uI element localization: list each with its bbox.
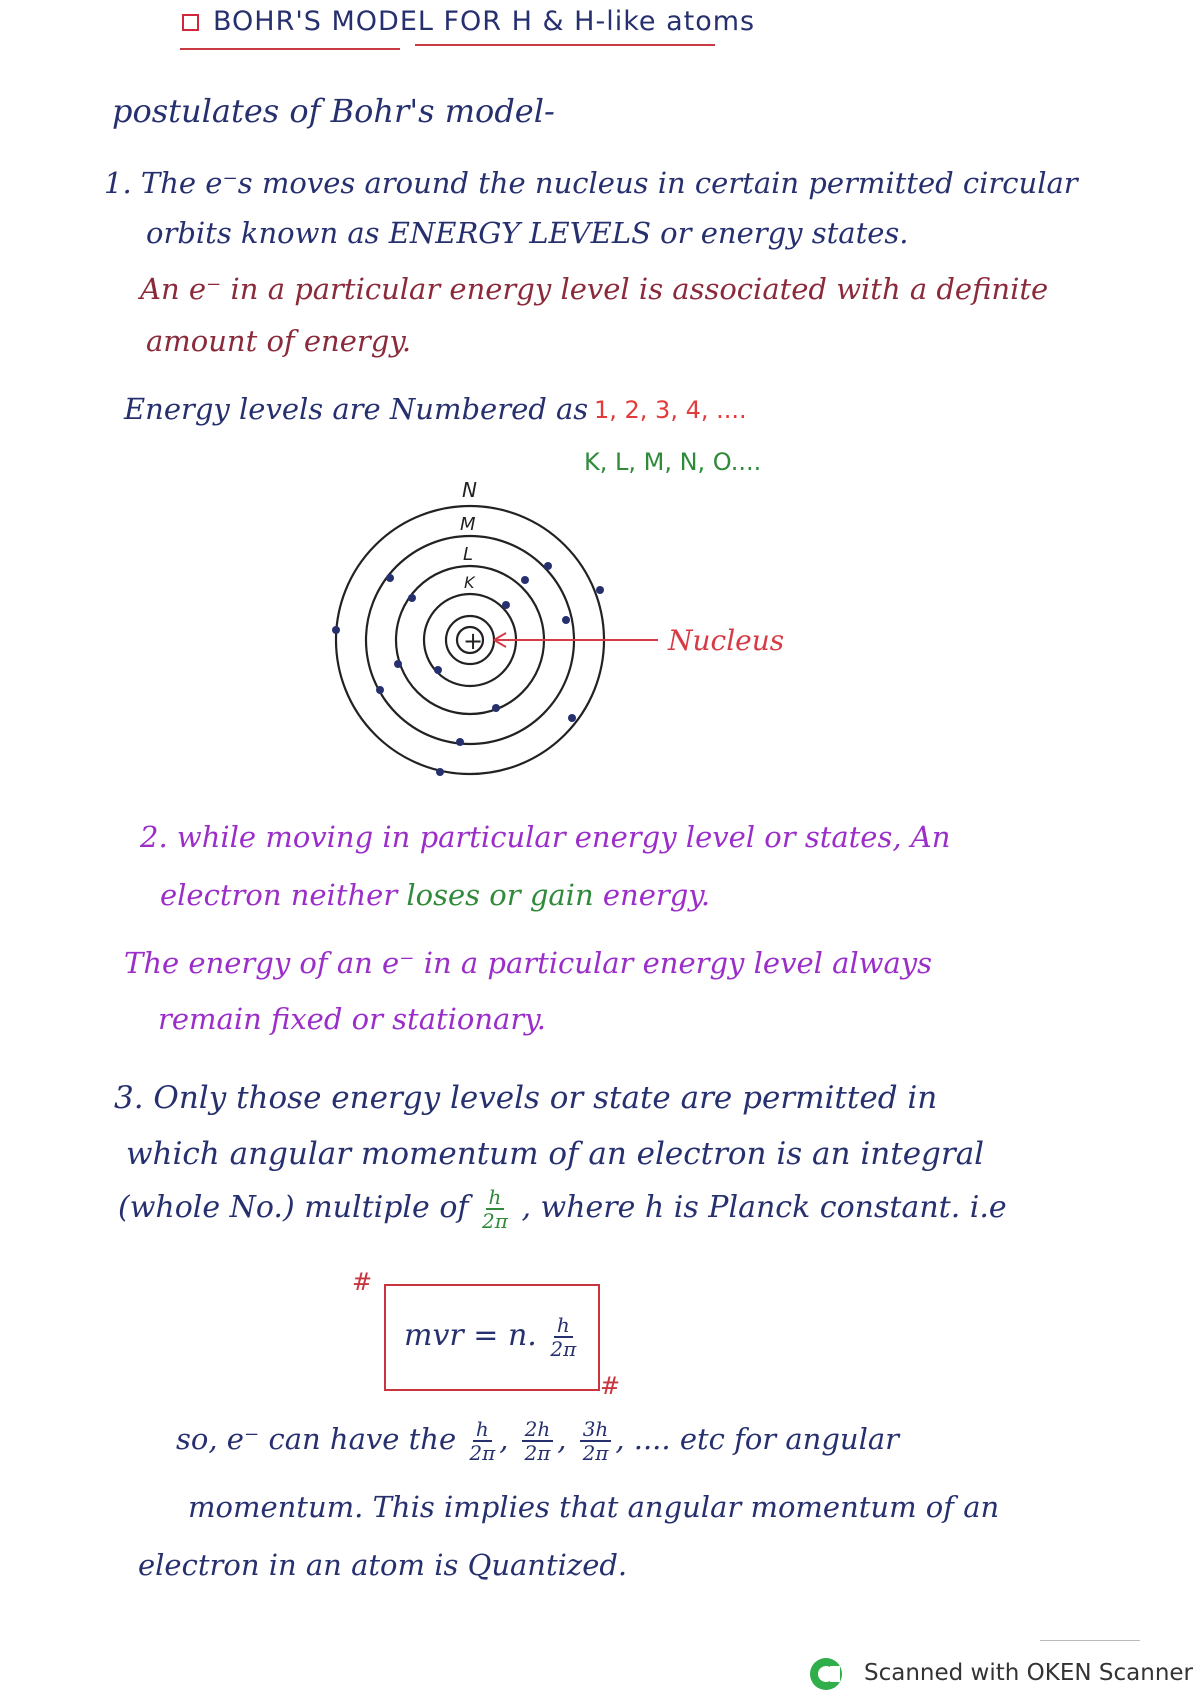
electron [434, 666, 442, 674]
postulate-1-line-3: An e⁻ in a particular energy level is associated with a definite [140, 272, 1049, 306]
angular-momentum-formula-box [384, 1284, 600, 1391]
electron [502, 601, 510, 609]
checkbox-icon [182, 14, 199, 31]
electron [332, 626, 340, 634]
fraction-2h: $\frac{2h}{2\pi}$ [522, 1418, 554, 1464]
footer-rule [1040, 1640, 1140, 1641]
nucleus-plus: + [463, 627, 484, 655]
scanner-watermark: Scanned with OKEN Scanner [864, 1660, 1193, 1686]
nucleus-pointer-arrow [494, 633, 658, 647]
postulate-2-text-b: loses or gain [406, 878, 594, 912]
postulate-2-text-a: electron neither [160, 878, 398, 912]
fraction-3h: $\frac{3h}{2\pi}$ [580, 1418, 612, 1464]
postulate-2-line-3: The energy of an e⁻ in a particular energy level always [124, 946, 933, 980]
postulate-1-line-2: orbits known as ENERGY LEVELS or energy states. [146, 216, 909, 250]
electron [544, 562, 552, 570]
energy-level-letters: K, L, M, N, O.... [584, 448, 762, 476]
conclusion-text-a: so, e⁻ can have the [176, 1422, 457, 1456]
electron [436, 768, 444, 776]
formula-fraction: $\frac{h}{2\pi}$ [550, 1313, 577, 1361]
postulate-3-text-a: (whole No.) multiple of [118, 1190, 469, 1225]
formula-mark-bottom: # [600, 1372, 621, 1400]
electron [386, 574, 394, 582]
bohr-model-diagram [320, 480, 820, 790]
postulates-heading: postulates of Bohr's model- [112, 92, 555, 130]
postulate-1-line-1: 1. The e⁻s moves around the nucleus in certain permitted circular [104, 166, 1078, 200]
postulate-2-line-2 [160, 878, 710, 912]
shell-label-m: M [460, 514, 476, 535]
postulate-1-line-4: amount of energy. [146, 324, 412, 358]
postulate-3-line-2: which angular momentum of an electron is an integral [126, 1136, 985, 1172]
energy-levels-text: Energy levels are Numbered as [124, 392, 589, 426]
fraction-h: $\frac{h}{2\pi}$ [469, 1417, 496, 1465]
shell-label-l: L [463, 544, 474, 565]
electron [568, 714, 576, 722]
conclusion-line-3: electron in an atom is Quantized. [138, 1548, 628, 1582]
postulate-2-text-c: energy. [602, 878, 711, 912]
h-over-2pi-fraction: $\frac{h}{2\pi}$ [482, 1185, 508, 1233]
electron [521, 576, 529, 584]
conclusion-text-b: .... etc for angular [633, 1422, 900, 1456]
nucleus-label: Nucleus [668, 624, 785, 657]
title-underline-right [415, 44, 715, 46]
postulate-3-line-1: 3. Only those energy levels or state are permitted in [114, 1080, 938, 1116]
shell-label-n: N [462, 480, 477, 502]
postulate-2-line-1: 2. while moving in particular energy level or states, An [140, 820, 951, 854]
electron [394, 660, 402, 668]
electron [596, 586, 604, 594]
scanner-logo-icon [808, 1656, 844, 1692]
conclusion-line-2: momentum. This implies that angular momentum of an [188, 1490, 1000, 1524]
page-title: BOHR'S MODEL FOR H & H-like atoms [182, 6, 755, 37]
electron [408, 594, 416, 602]
electron [492, 704, 500, 712]
shell-label-k: K [464, 573, 475, 592]
electron [376, 686, 384, 694]
formula-mark-top: # [352, 1268, 373, 1296]
conclusion-line-1: so, e⁻ can have the $\frac{h}{2\pi}$ , $\frac{2h}{2\pi}$ , $\frac{3h}{2\pi}$ , .... etc for angular [176, 1417, 900, 1465]
electron [456, 738, 464, 746]
postulate-2-line-4: remain fixed or stationary. [158, 1002, 546, 1036]
title-underline-left [180, 48, 400, 50]
energy-level-numbers: 1, 2, 3, 4, .... [594, 396, 747, 424]
postulate-3-line-3 [118, 1186, 1007, 1232]
postulate-3-text-b: , where h is Planck constant. i.e [521, 1190, 1007, 1225]
angular-momentum-formula: mvr = n. $\frac{h}{2\pi}$ [404, 1313, 577, 1361]
electron [562, 616, 570, 624]
